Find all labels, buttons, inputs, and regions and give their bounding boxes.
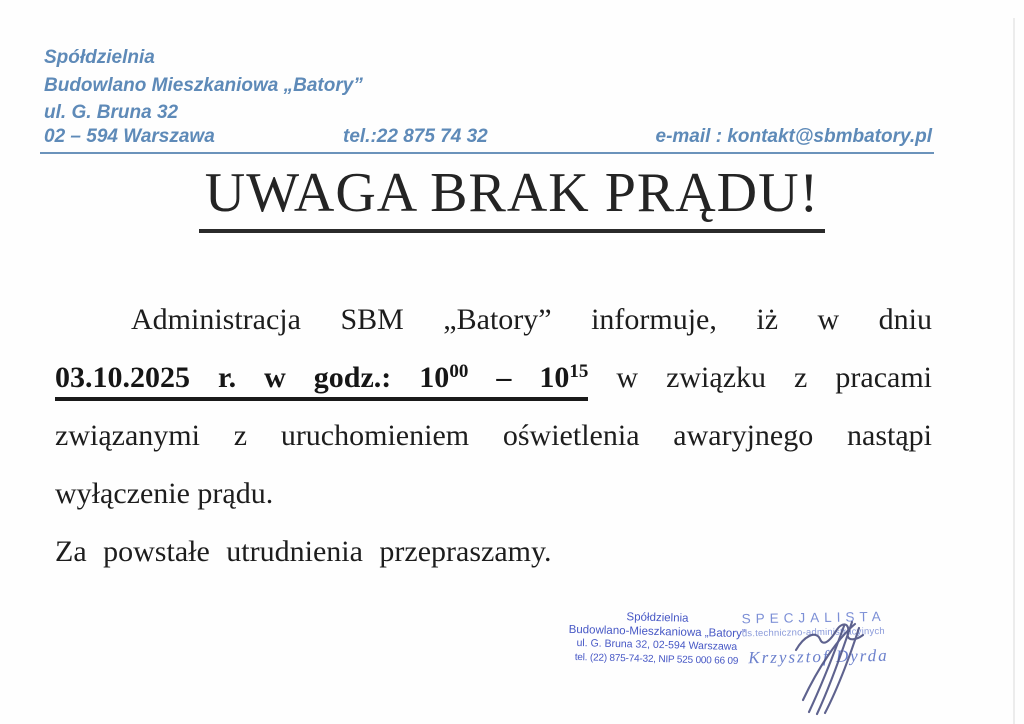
stamp-role-name: Krzysztof Dyrda	[748, 645, 889, 668]
stamp-org-line: Spółdzielnia	[626, 611, 689, 625]
letterhead-contact-row	[40, 126, 934, 154]
body-line-4: wyłączenie prądu.	[55, 477, 274, 510]
outage-dash-text: – 10	[468, 361, 570, 394]
letterhead-street: ul. G. Bruna 32	[44, 102, 179, 123]
notice-title: UWAGA BRAK PRĄDU!	[199, 163, 825, 233]
notice-body	[55, 291, 932, 581]
outage-end-minutes: 15	[569, 361, 589, 382]
letterhead-email: e-mail : kontakt@sbmbatory.pl	[655, 126, 932, 147]
organization-stamp	[566, 610, 747, 668]
letterhead-org-name: Spółdzielnia	[44, 47, 155, 68]
letterhead	[44, 44, 936, 127]
handwritten-signature	[766, 606, 890, 724]
letterhead-city: 02 – 594 Warszawa	[44, 126, 215, 147]
stamp-role-title: SPECJALISTA	[741, 608, 886, 627]
body-line-2	[55, 349, 932, 407]
stamp-org-line: tel. (22) 875-74-32, NIP 525 000 66 09	[574, 651, 739, 667]
body-line-5: Za powstałe utrudnienia przepraszamy.	[55, 535, 552, 568]
stamp-org-line: ul. G. Bruna 32, 02-594 Warszawa	[576, 637, 738, 653]
outage-date-time	[55, 361, 588, 401]
outage-start-minutes: 00	[449, 361, 469, 382]
body-line-3: związanymi z uruchomieniem oświetlenia awaryjnego nastąpi	[55, 419, 932, 452]
body-line-2-rest: w związku z pracami	[616, 361, 932, 394]
stamp-role-subtitle: ds.techniczno-administracyjnych	[741, 625, 885, 640]
body-line-1: Administracja SBM „Batory” informuje, iż w dniu	[131, 303, 932, 336]
letterhead-phone: tel.:22 875 74 32	[343, 126, 488, 147]
scanner-edge-artifact	[1013, 18, 1015, 724]
title-wrap	[0, 163, 1024, 233]
outage-date-text: 03.10.2025 r. w godz.: 10	[55, 361, 450, 394]
letterhead-org-name-2: Budowlano Mieszkaniowa „Batory”	[44, 74, 363, 96]
stamp-org-line: Budowlano-Mieszkaniowa „Batory”	[568, 623, 746, 640]
